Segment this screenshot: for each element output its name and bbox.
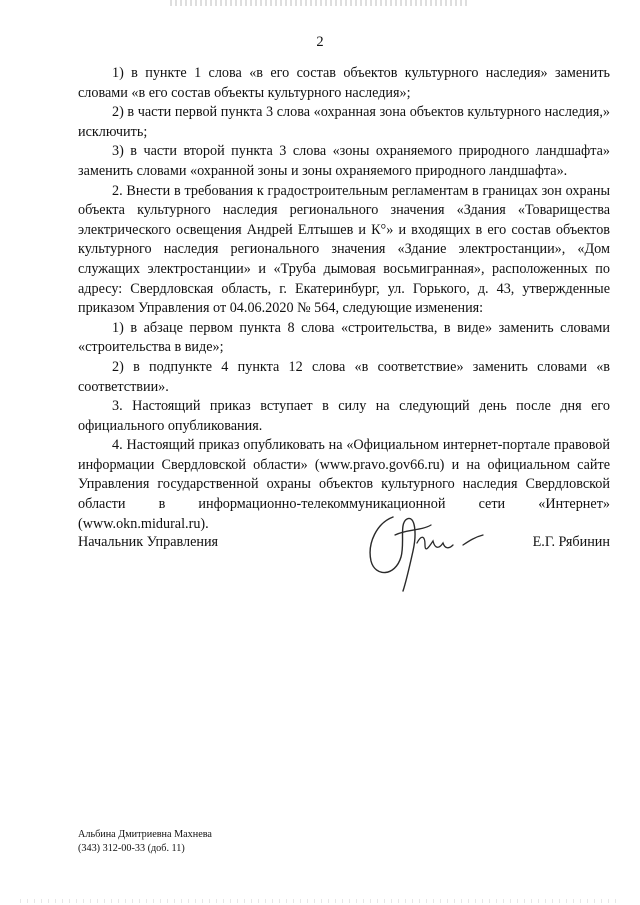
page-number: 2 xyxy=(316,34,324,50)
signature-row xyxy=(78,534,610,556)
paragraph-2-1: 1) в абзаце первом пункта 8 слова «строительства, в виде» заменить словами «строительства в виде»; xyxy=(78,319,610,356)
document-body xyxy=(78,64,610,534)
executor-info xyxy=(78,828,212,856)
paragraph-1-1: 1) в пункте 1 слова «в его состав объектов культурного наследия» заменить словами «в его состав объекты культурного наследия»; xyxy=(78,65,610,101)
scan-artifact-top xyxy=(170,0,470,6)
paragraph-1-3: 3) в части второй пункта 3 слова «зоны охраняемого природного ландшафта» заменить словами «охранной зоны и зоны охраняемого природного ландшафта». xyxy=(78,143,610,179)
signer-title: Начальник Управления xyxy=(78,534,219,550)
handwritten-signature xyxy=(355,505,495,595)
paragraph-1-2: 2) в части первой пункта 3 слова «охранная зона объектов культурного наследия,» исключить; xyxy=(78,104,610,140)
executor-phone: (343) 312-00-33 (доб. 11) xyxy=(78,843,185,854)
paragraph-4: 4. Настоящий приказ опубликовать на «Официальном интернет-портале правовой информации Свердловской области» (www.pravo.gov66.ru) и на официальном сайте Управления государственной охраны объектов культурного наследия Свердловской области в информационно-телекоммуникационной сети «Интернет» (www.okn.midural.ru). xyxy=(78,437,610,532)
paragraph-2: 2. Внести в требования к градостроительным регламентам в границах зон охраны объекта культурного наследия регионального значения «Здания «Товарищества электрического освещения Андрей Елтышев и К°» и входящих в его состав объектов культурного наследия регионального значения «Здание электростанции», «Дом служащих электростанции» и «Труба дымовая восьмигранная», расположенных по адресу: Свердловская область, г. Екатеринбург, ул. Горького, д. 43, утвержденные приказом Управления от 04.06.2020 № 564, следующие изменения: xyxy=(78,182,610,317)
signer-name: Е.Г. Рябинин xyxy=(532,534,610,550)
scan-artifact-bottom xyxy=(20,899,620,903)
paragraph-3: 3. Настоящий приказ вступает в силу на следующий день после дня его официального опубликования. xyxy=(78,398,610,434)
executor-name: Альбина Дмитриевна Махнева xyxy=(78,829,212,840)
paragraph-2-2: 2) в подпункте 4 пункта 12 слова «в соответствие» заменить словами «в соответствии». xyxy=(78,358,610,395)
